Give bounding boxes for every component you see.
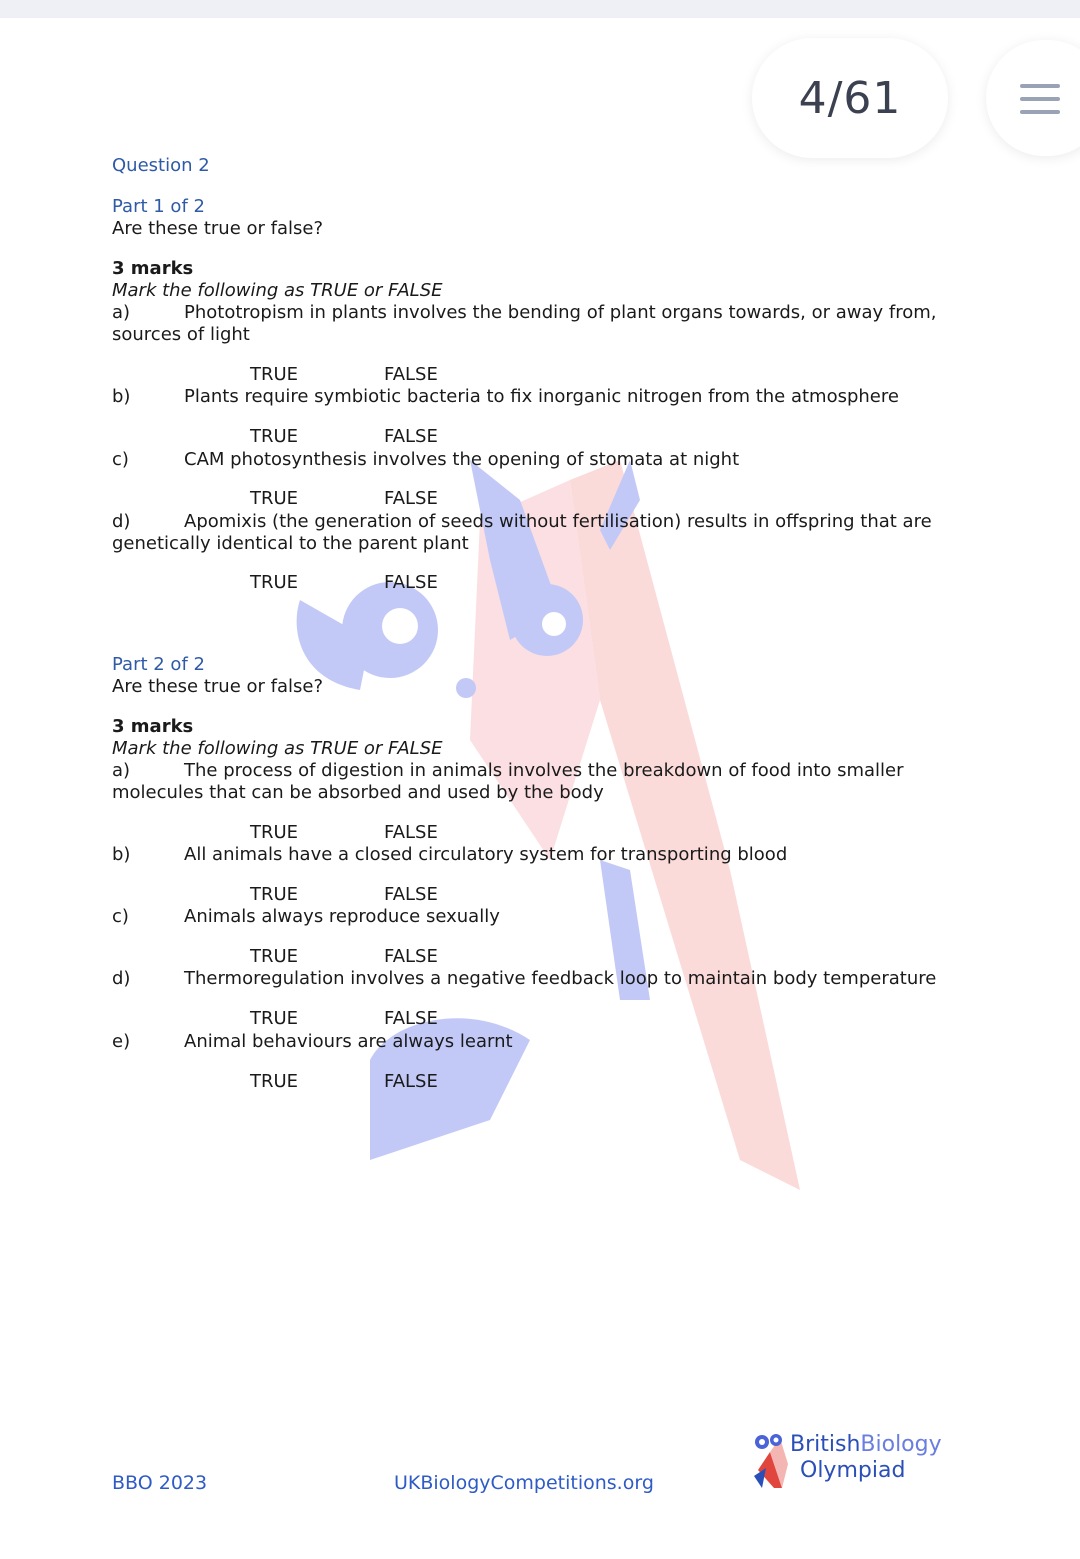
part1-marks: 3 marks (112, 258, 194, 279)
logo-word-biology: Biology (860, 1432, 942, 1457)
option-true[interactable]: TRUE (250, 572, 299, 593)
option-true[interactable]: TRUE (250, 946, 299, 967)
item-label: a) (112, 760, 131, 781)
part1-prompt: Are these true or false? (112, 218, 323, 239)
option-true[interactable]: TRUE (250, 822, 299, 843)
option-false[interactable]: FALSE (384, 946, 438, 967)
part2-marks: 3 marks (112, 716, 194, 737)
part2-prompt: Are these true or false? (112, 676, 323, 697)
hamburger-menu-icon (1020, 84, 1060, 88)
bbo-logo (752, 1430, 952, 1494)
item-text: The process of digestion in animals involves the breakdown of food into smaller molecules that can be absorbed and used by the body (112, 760, 904, 803)
question-title: Question 2 (112, 155, 210, 176)
option-true[interactable]: TRUE (250, 1008, 299, 1029)
item-text: Apomixis (the generation of seeds without fertilisation) results in offspring that are genetically identical to the parent plant (112, 511, 932, 554)
part1-instruction: Mark the following as TRUE or FALSE (112, 280, 443, 301)
menu-button[interactable] (986, 40, 1080, 156)
item-label: c) (112, 906, 129, 927)
item-text: Plants require symbiotic bacteria to fix inorganic nitrogen from the atmosphere (184, 386, 899, 407)
part1-heading: Part 1 of 2 (112, 196, 205, 217)
bbo-owl-logo-icon (752, 1430, 792, 1490)
item-text: Thermoregulation involves a negative feedback loop to maintain body temperature (184, 968, 937, 989)
part2-instruction: Mark the following as TRUE or FALSE (112, 738, 443, 759)
hamburger-menu-icon-line (1020, 110, 1060, 114)
option-false[interactable]: FALSE (384, 488, 438, 509)
option-false[interactable]: FALSE (384, 884, 438, 905)
item-text: Phototropism in plants involves the bending of plant organs towards, or away from, sources of light (112, 302, 937, 345)
item-label: d) (112, 968, 131, 989)
option-false[interactable]: FALSE (384, 572, 438, 593)
option-false[interactable]: FALSE (384, 364, 438, 385)
page-counter-text: 4/61 (798, 72, 902, 124)
item-label: d) (112, 511, 131, 532)
item-label: c) (112, 449, 129, 470)
option-true[interactable]: TRUE (250, 364, 299, 385)
logo-text (790, 1432, 942, 1484)
option-false[interactable]: FALSE (384, 1071, 438, 1092)
page-counter[interactable] (752, 38, 948, 158)
footer-website-link[interactable]: UKBiologyCompetitions.org (394, 1472, 654, 1494)
option-true[interactable]: TRUE (250, 1071, 299, 1092)
logo-word-olympiad: Olympiad (800, 1458, 906, 1483)
item-text: All animals have a closed circulatory system for transporting blood (184, 844, 788, 865)
item-label: a) (112, 302, 131, 323)
option-true[interactable]: TRUE (250, 884, 299, 905)
option-true[interactable]: TRUE (250, 426, 299, 447)
part2-heading: Part 2 of 2 (112, 654, 205, 675)
item-label: b) (112, 844, 131, 865)
item-text: Animals always reproduce sexually (184, 906, 500, 927)
item-text: CAM photosynthesis involves the opening of stomata at night (184, 449, 740, 470)
item-text: Animal behaviours are always learnt (184, 1031, 513, 1052)
logo-word-british: British (790, 1432, 861, 1457)
option-false[interactable]: FALSE (384, 822, 438, 843)
option-false[interactable]: FALSE (384, 1008, 438, 1029)
hamburger-menu-icon-line (1020, 97, 1060, 101)
option-false[interactable]: FALSE (384, 426, 438, 447)
item-label: e) (112, 1031, 131, 1052)
footer-year: BBO 2023 (112, 1472, 208, 1494)
item-label: b) (112, 386, 131, 407)
top-strip (0, 0, 1080, 18)
option-true[interactable]: TRUE (250, 488, 299, 509)
